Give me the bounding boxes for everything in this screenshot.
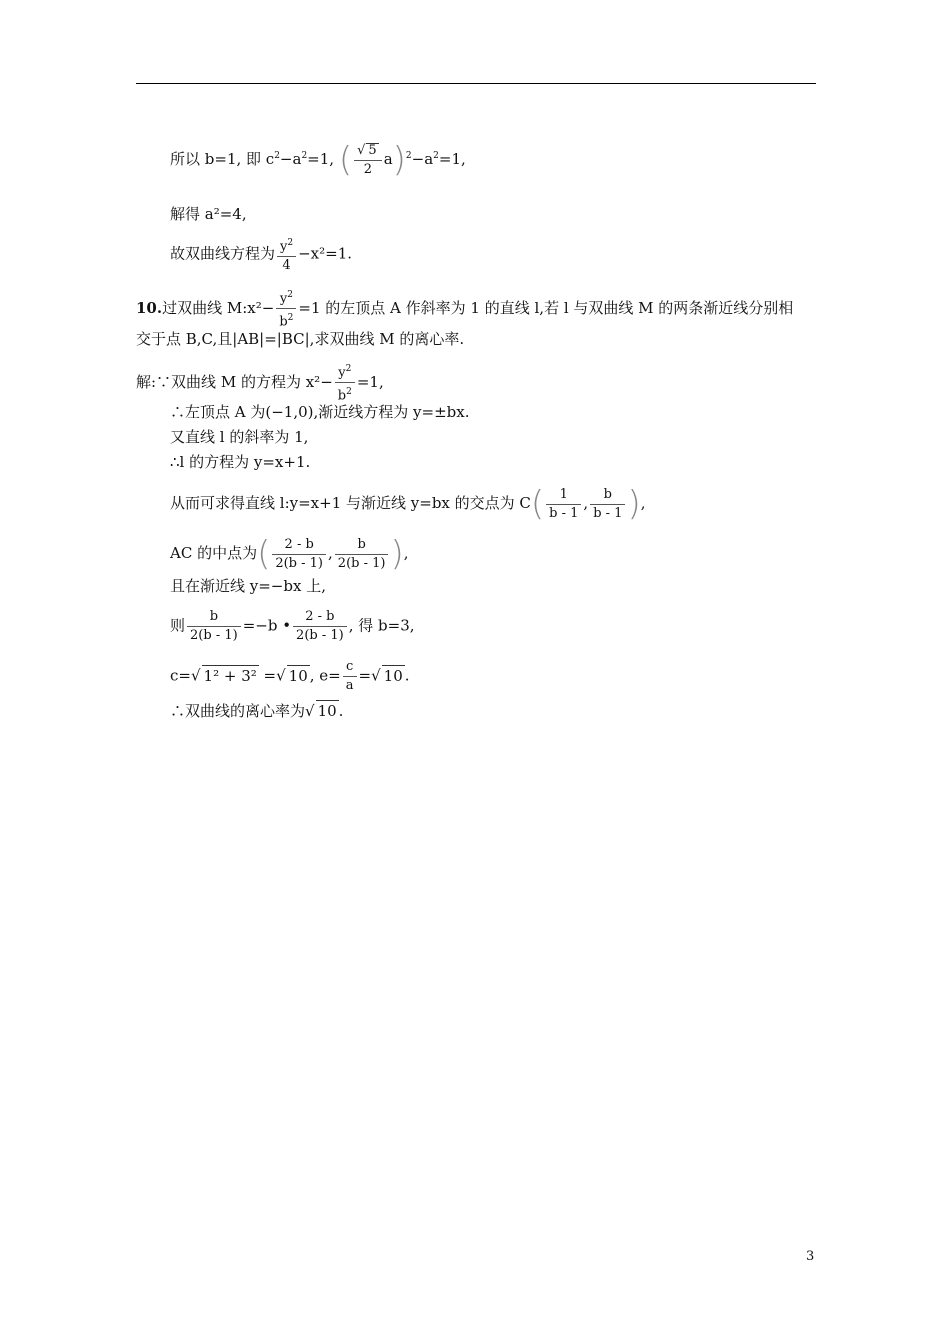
- left-paren: (: [338, 140, 353, 180]
- solution-line-8: 则 $\frac{b}{2(b - 1)}$ =−b • $\frac{2 - b}{2(b - 1)}$ , 得 b=3,: [170, 609, 415, 643]
- fraction: $\frac{b}{b - 1}$: [590, 488, 625, 521]
- sqrt-expression: 1² + 3²: [203, 666, 257, 685]
- left-paren: (: [530, 484, 545, 524]
- solution-line-1: 解:∵双曲线 M 的方程为 x²− $\frac{y^2}{b^2}$ =1,: [136, 364, 384, 404]
- right-paren: ): [392, 140, 406, 180]
- problem-number: 10.: [136, 298, 163, 317]
- fraction-c-over-a: $\frac{c}{a}$: [343, 660, 357, 693]
- right-paren: ): [390, 534, 404, 574]
- fraction-y2-over-b2: $\frac{y^2}{b^2}$: [276, 288, 296, 330]
- fraction-sqrt5-over-2: $\frac{√ 5}{2}$: [354, 143, 382, 177]
- fraction: $\frac{b}{2(b - 1)}$: [335, 538, 389, 571]
- solution-line-5: 从而可求得直线 l:y=x+1 与渐近线 y=bx 的交点为 C( $\frac{1}{b - 1}$ , $\frac{b}{b - 1}$ ),: [170, 484, 646, 524]
- left-paren: (: [257, 534, 271, 574]
- solution-line-7: 且在渐近线 y=−bx 上,: [170, 577, 326, 595]
- fraction: $\frac{2 - b}{2(b - 1)}$: [272, 538, 326, 571]
- problem-statement-line-1: 10.过双曲线 M:x²− $\frac{y^2}{b^2}$ =1 的左顶点 A 作斜率为 1 的直线 l,若 l 与双曲线 M 的两条渐近线分别相: [136, 290, 794, 330]
- derivation-line-3: 故双曲线方程为 $\frac{y^2}{4}$ −x²=1.: [170, 238, 353, 274]
- header-rule: [136, 83, 816, 84]
- problem-statement-line-2: 交于点 B,C,且|AB|=|BC|,求双曲线 M 的离心率.: [136, 330, 465, 348]
- right-paren: ): [627, 484, 641, 524]
- fraction: $\frac{2 - b}{2(b - 1)}$: [293, 610, 347, 643]
- solution-line-2: ∴左顶点 A 为(−1,0),渐近线方程为 y=±bx.: [170, 403, 470, 421]
- fraction-y2-over-b2: $\frac{y^2}{b^2}$: [335, 362, 355, 404]
- solution-line-3: 又直线 l 的斜率为 1,: [170, 428, 309, 446]
- fraction: $\frac{1}{b - 1}$: [546, 488, 581, 521]
- fraction: $\frac{b}{2(b - 1)}$: [187, 610, 241, 643]
- derivation-line-2: 解得 a²=4,: [170, 205, 247, 223]
- sqrt-expression: 10: [317, 702, 337, 720]
- sqrt-expression: 10: [288, 666, 308, 685]
- solution-line-10: ∴双曲线的离心率为√ 10 .: [170, 702, 344, 720]
- fraction-y2-over-4: $\frac{y^2}{4}$: [277, 236, 296, 273]
- derivation-line-1: 所以 b=1, 即 $c^2-a^2=1$, ( $\frac{√ 5}{2}$ $a)^2-a^2=1$,: [170, 140, 466, 180]
- sqrt-expression: 10: [383, 666, 403, 685]
- solution-line-4: ∴l 的方程为 y=x+1.: [170, 453, 311, 471]
- page-number: 3: [806, 1249, 815, 1264]
- solution-line-6: AC 的中点为( $\frac{2 - b}{2(b - 1)}$ , $\frac{b}{2(b - 1)}$ ),: [170, 534, 409, 574]
- solution-line-9: c=√ 1² + 3² =√ 10 , e= $\frac{c}{a}$ =√ 10 .: [170, 659, 410, 693]
